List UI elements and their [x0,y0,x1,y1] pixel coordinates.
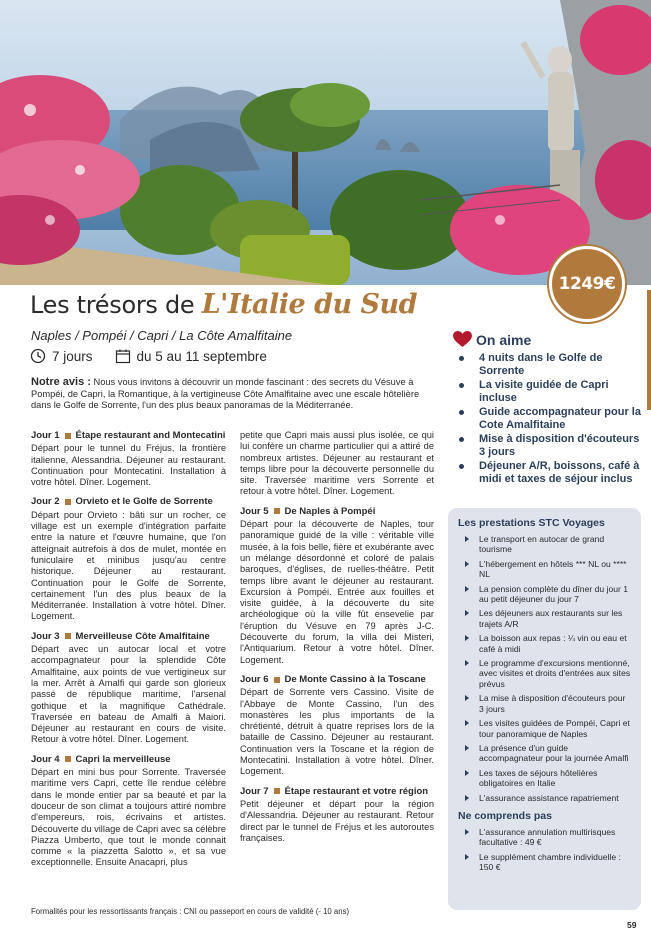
day-heading: Jour 4 Capri la merveilleuse [31,753,171,765]
day-text: Petit déjeuner et départ pour la région d'Alessandria. Déjeuner au restaurant. Retour direct par le tunnel de Fréjus et les autoroutes françaises. [240,798,434,843]
accent-strip [647,290,651,410]
list-item: L'hébergement en hôtels *** NL ou **** NL [458,559,631,580]
page-number: 59 [627,920,637,930]
notre-avis [31,377,436,412]
day-text: Départ pour la découverte de Naples, tour panoramique guidé de la ville : véritable ville musée, à la fois belle, fière et exubérante avec un mélange désordonné et coloré de palais baroques, d'églises, de ruelles-théâtre. Petit temps libre avant le déjeuner au restaurant. Excursion à Pompéi. Entrée aux fouilles et visite guidée, à la découverte du site archéologique où la ville fût ensevelie par l'éruption du Vésuve en 79 après J-C. Découverte du forum, la villa dei Misteri, l'Antiquarium. Retour à votre hôtel. Dîner. Logement. [240,519,434,665]
day-text: Départ en mini bus pour Sorrente. Traversée maritime vers Capri, cette île rendue célèbre dans le monde entier par sa beauté et par la douceur de son climat a toujours attiré nombre d'empereurs, rois, écrivains et artistes. Découverte du village de Capri avec sa célèbre Piazza Umberto, que tout le monde connait comme « la piazzetta Salotto », et sa vue exceptionnelle. Ensuite Anacapri, plus [31,767,226,868]
price-badge: 1249€ [549,246,625,322]
hero-illustration [0,0,651,285]
services-heading: Les prestations STC Voyages [458,517,605,529]
on-aime-list [457,352,647,487]
hero-photo [0,0,651,285]
itinerary-column-2 [240,430,434,852]
list-item: Le transport en autocar de grand tourisme [458,534,631,555]
day-heading: Jour 1 Étape restaurant and Montecatini [31,430,226,441]
excluded-list [458,827,631,873]
notice-text: Nous vous invitons à découvrir un monde fascinant : des secrets du Vésuve à Pompéi, de Capri, la Romantique, à la vertigineuse Côte Amalfitaine avec une escale hôtelière dans le Golfe de Sorrente, l'un des plus beaux panoramas de la Méditerranée. [31,377,420,410]
clock-icon [30,348,46,364]
list-item: Les taxes de séjours hôtelières obligatoires en Italie [458,768,631,789]
services-box [448,508,641,910]
list-item: Le programme d'excursions mentionné, avec visites et droits d'entrées aux sites prévus [458,658,631,689]
notice-label: Notre avis : [31,376,91,388]
list-item: 4 nuits dans le Golfe de Sorrente [457,352,647,377]
list-item: La boisson aux repas : ¼ vin ou eau et café à midi [458,633,631,654]
day-heading: Jour 5 De Naples à Pompéi [240,505,376,517]
list-item: Mise à disposition d'écouteurs 3 jours [457,433,647,458]
list-item: Les déjeuners aux restaurants sur les trajets A/R [458,608,631,629]
day-text: Départ pour Orvieto : bâti sur un rocher, ce village est un exemple d'intégration parfaite entre la nature et l'œuvre humaine, que l'on atteignait autrefois à dos de mulet, montée en funiculaire et minibus jusqu'au centre historique. Déjeuner au restaurant. Continuation pour le Golfe de Sorrente, certainement l'un des plus beaux de la Méditerranée. Installation à votre hôtel. Dîner. Logement. [31,509,226,622]
title-prefix: Les trésors de [30,291,202,319]
list-item: L'assurance assistance rapatriement [458,793,631,803]
destinations-subtitle: Naples / Pompéi / Capri / La Côte Amalfitaine [31,328,293,343]
heart-icon [453,331,472,348]
list-item: La visite guidée de Capri incluse [457,379,647,404]
list-item: La pension complète du dîner du jour 1 au petit déjeuner du jour 7 [458,584,631,605]
duration-text: 7 jours [52,348,93,364]
excluded-heading: Ne comprends pas [458,809,552,822]
itinerary-column-1 [31,430,226,877]
list-item: L'assurance annulation multirisques facultative : 49 € [458,827,631,848]
list-item: La présence d'un guide accompagnateur pour la journée Amalfi [458,743,631,764]
on-aime-heading [453,331,531,348]
calendar-icon [115,348,131,364]
list-item: Déjeuner A/R, boissons, café à midi et taxes de séjour inclus [457,460,647,485]
services-list [458,534,631,803]
formalities-footnote: Formalités pour les ressortissants français : CNI ou passeport en cours de validité (- 10 ans) [31,907,350,916]
day-text: Départ de Sorrente vers Cassino. Visite de l'Abbaye de Monte Cassino, l'un des monastères les plus importants de la chrétienté, détruit à quatre reprises lors de la bataille de Cassino. Déjeuner au restaurant. Continuation vers la Toscane et la région de Montecatini. Installation à votre hôtel. Dîner. Logement. [240,687,434,777]
day-heading: Jour 7 Étape restaurant et votre région [240,785,429,797]
trip-meta [30,348,267,364]
day-heading: Jour 3 Merveilleuse Côte Amalfitaine [31,630,210,642]
list-item: Les visites guidées de Pompéi, Capri et tour panoramique de Naples [458,718,631,739]
title-highlight: L'Italie du Sud [201,289,418,320]
day-heading: Jour 6 De Monte Cassino à la Toscane [240,673,426,685]
day-text-continuation: petite que Capri mais aussi plus isolée, ce qui lui confère un charme particulier qui a attiré de nombreux artistes. Déjeuner au restaurant et temps libre pour la découverte personnelle du site. Traversée maritime vers Sorrente et retour à votre hôtel. Dîner. Logement. [240,430,434,497]
list-item: La mise à disposition d'écouteurs pour 3 jours [458,693,631,714]
day-text: Départ avec un autocar local et votre accompagnateur pour la splendide Côte Amalfitaine, aux points de vue vertigineux sur la mer. Arrêt à Amalfi qui garde son glorieux passé de république maritime, l'arsenal gothique et la magnifique Cathédrale. Traversée en bateau de Amalfi à Maiori. Déjeuner au restaurant en cours de visite. Retour à votre hôtel. Dîner. Logement. [31,644,226,745]
list-item: Guide accompagnateur pour la Cote Amalfitaine [457,406,647,431]
on-aime-title: On aime [476,331,532,348]
list-item: Le supplément chambre individuelle : 150 € [458,852,631,873]
day-text: Départ pour le tunnel du Fréjus, la frontière italienne, Alessandria. Déjeuner au restaurant. Continuation pour Montecatini. Installation à votre hôtel. Dîner. Logement. [31,443,226,488]
page-title [30,289,417,320]
day-heading: Jour 2 Orvieto et le Golfe de Sorrente [31,496,213,508]
dates-text: du 5 au 11 septembre [136,348,267,364]
